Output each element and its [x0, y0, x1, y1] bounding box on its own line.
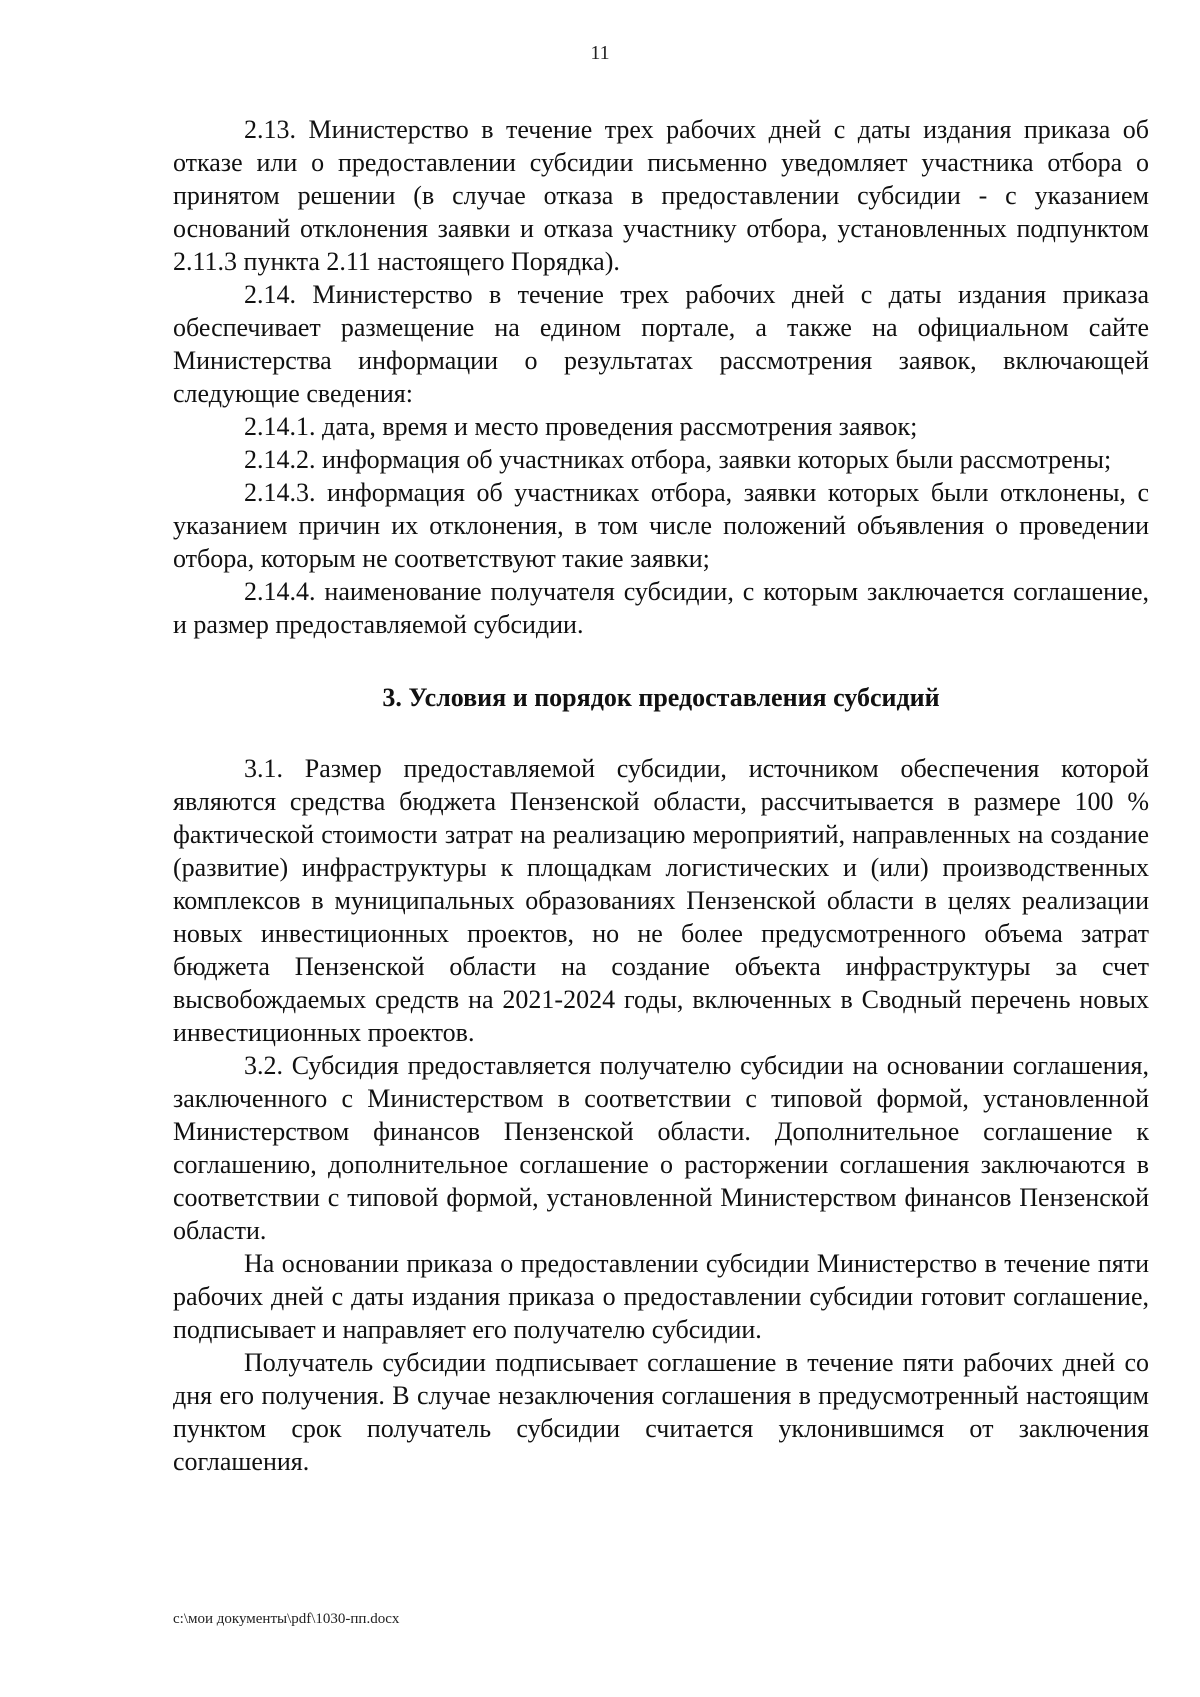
document-body [173, 113, 1149, 1478]
paragraph-2-14-2: 2.14.2. информация об участниках отбора, заявки которых были рассмотрены; [244, 445, 1112, 474]
paragraph-2-14-4: 2.14.4. наименование получателя субсидии, с которым заключается соглашение, и размер предоставляемой субсидии. [173, 577, 1149, 639]
footer-file-path: c:\мои документы\pdf\1030-пп.docx [173, 1611, 400, 1627]
paragraph-3-2: 3.2. Субсидия предоставляется получателю субсидии на основании соглашения, заключенного с Министерством в соответствии с типовой формой, установленной Министерством финансов Пензенской области. Дополнительное соглашение к соглашению, дополнительное соглашение о расторжении соглашения заключаются в соответствии с типовой формой, установленной Министерством финансов Пензенской области. [173, 1051, 1149, 1245]
paragraph-2-14: 2.14. Министерство в течение трех рабочих дней с даты издания приказа обеспечивает размещение на едином портале, а также на официальном сайте Министерства информации о результатах рассмотрения заявок, включающей следующие сведения: [173, 280, 1149, 408]
paragraph-2-13: 2.13. Министерство в течение трех рабочих дней с даты издания приказа об отказе или о предоставлении субсидии письменно уведомляет участника отбора о принятом решении (в случае отказа в предоставлении субсидии - с указанием оснований отклонения заявки и отказа участнику отбора, установленных подпунктом 2.11.3 пункта 2.11 настоящего Порядка). [173, 115, 1149, 276]
paragraph-2-14-1: 2.14.1. дата, время и место проведения рассмотрения заявок; [244, 412, 918, 441]
paragraph-2-14-3: 2.14.3. информация об участниках отбора, заявки которых были отклонены, с указанием причин их отклонения, в том числе положений объявления о проведении отбора, которым не соответствуют такие заявки; [173, 478, 1149, 573]
paragraph-signing: Получатель субсидии подписывает соглашение в течение пяти рабочих дней со дня его получения. В случае незаключения соглашения в предусмотренный настоящим пунктом срок получатель субсидии считается уклонившимся от заключения соглашения. [173, 1348, 1149, 1476]
paragraph-3-1: 3.1. Размер предоставляемой субсидии, источником обеспечения которой являются средства бюджета Пензенской области, рассчитывается в размере 100 % фактической стоимости затрат на реализацию мероприятий, направленных на создание (развитие) инфраструктуры к площадкам логистических и (или) производственных комплексов в муниципальных образованиях Пензенской области в целях реализации новых инвестиционных проектов, но не более предусмотренного объема затрат бюджета Пензенской области на создание объекта инфраструктуры за счет высвобождаемых средств на 2021-2024 годы, включенных в Сводный перечень новых инвестиционных проектов. [173, 754, 1149, 1047]
section-heading: 3. Условия и порядок предоставления субсидий [382, 683, 940, 712]
page-number: 11 [590, 42, 610, 64]
paragraph-order-basis: На основании приказа о предоставлении субсидии Министерство в течение пяти рабочих дней с даты издания приказа о предоставлении субсидии готовит соглашение, подписывает и направляет его получателю субсидии. [173, 1249, 1149, 1344]
